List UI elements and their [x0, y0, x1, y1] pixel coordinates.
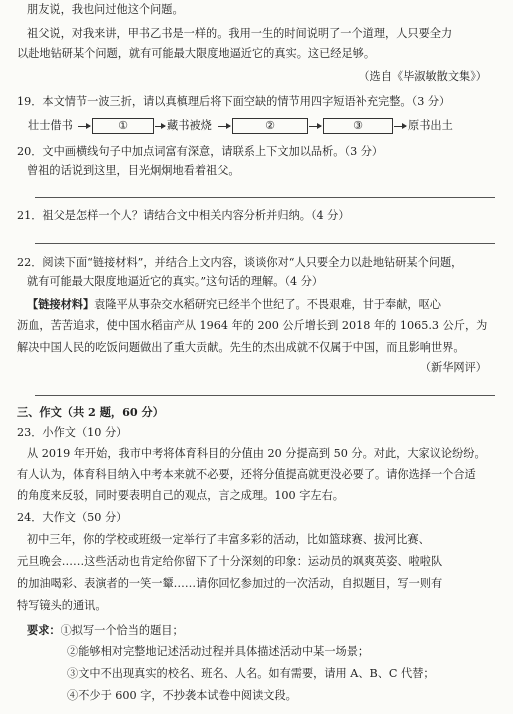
requirement-item: ③文中不出现真实的校名、班名、人名。如有需要，请用 A、B、C 代替； — [67, 667, 435, 680]
question-23-text: 有人认为，体育科目纳入中考本来就不必要，还将分值提高就更没必要了。请你选择一个合适 — [17, 468, 476, 481]
question-23-text: 从 2019 年开始，我市中考将体育科目的分值由 20 分提高到 50 分。对此，大家议论纷纷。 — [27, 447, 486, 460]
answer-line[interactable] — [35, 243, 495, 244]
arrow-icon — [309, 126, 321, 127]
question-24-text: 特写镜头的通讯。 — [17, 599, 107, 612]
question-24-text: 元旦晚会……这些活动也肯定给你留下了十分深刻的印象：运动员的飒爽英姿、啦啦队 — [17, 555, 443, 568]
question-19: 19．本文情节一波三折，请以真槙理后将下面空缺的情节用四字短语补充完整。（3 分） — [17, 95, 451, 108]
link-material-text: 沥血，苦苦追求，使中国水稻亩产从 1964 年的 200 公斤增长到 2018 年的 1065.3 公斤，为 — [17, 319, 488, 332]
link-material-label: 【链接材料】 — [27, 297, 95, 311]
question-21: 21．祖父是怎样一个人？请结合文中相关内容分析并归纳。（4 分） — [17, 209, 350, 222]
question-23-text: 的角度来反驳，同时要表明自己的观点，言之成理。100 字左右。 — [17, 489, 344, 502]
link-material-text: 袁隆平从事杂交水稻研究已经半个世纪了。不畏艰难，甘于奉献，呕心 — [94, 298, 441, 311]
requirements-label: 要求： — [27, 623, 61, 637]
requirement-item: ①拟写一个恰当的题目； — [60, 624, 184, 637]
source-citation: （选自《毕淑敏散文集》） — [358, 70, 487, 83]
arrow-icon — [394, 126, 406, 127]
arrow-icon — [155, 126, 165, 127]
chain-end: 原书出土 — [408, 119, 453, 132]
blank-box-2[interactable]: ② — [232, 118, 308, 134]
question-22: 22．阅读下面“链接材料”，并结合上文内容，谈谈你对“人只要全力以赴地钻研某个问题， — [17, 256, 463, 269]
link-material-line — [27, 296, 513, 313]
link-material-text: 解决中国人民的吃饭问题做出了重大贡献。先生的杰出成就不仅属于中国，而且影响世界。 — [17, 341, 465, 354]
question-23: 23．小作文（10 分） — [17, 426, 128, 439]
question-24-text: 的加油喝彩、表演者的一笑一颦……请你回忆参加过的一次活动，自拟题目，写一则有 — [17, 577, 443, 590]
question-22-cont: 就有可能最大限度地逼近它的真实。”这句话的理解。（4 分） — [27, 275, 324, 288]
answer-line[interactable] — [35, 395, 495, 396]
arrow-icon — [218, 126, 230, 127]
blank-box-1[interactable]: ① — [92, 118, 154, 134]
arrow-icon — [78, 126, 90, 127]
question-20: 20．文中画横线句子中加点词富有深意，请联系上下文加以品析。（3 分） — [17, 145, 384, 158]
chain-mid: 藏书被烧 — [167, 119, 212, 132]
text-line: 祖父说，对我来讲，甲书乙书是一样的。我用一生的时间说明了一个道理，人只要全力 — [27, 27, 453, 40]
requirement-item: ④不少于 600 字，不抄袭本试卷中阅读文段。 — [67, 689, 297, 702]
section-heading: 三、作文（共 2 题，60 分） — [17, 405, 164, 419]
text-line: 朋友说，我也问过他这个问题。 — [27, 3, 184, 16]
blank-box-3[interactable]: ③ — [323, 118, 393, 134]
question-24-text: 初中三年，你的学校或班级一定举行了丰富多彩的活动，比如篮球赛、拔河比赛、 — [27, 533, 430, 546]
question-24: 24．大作文（50 分） — [17, 511, 128, 524]
requirement-item: ②能够相对完整地记述活动过程并具体描述活动中某一场景； — [67, 645, 370, 658]
requirements-line — [27, 622, 513, 639]
text-line: 以赴地钻研某个问题，就有可能最大限度地逼近它的真实。这已经足够。 — [17, 47, 376, 60]
answer-line[interactable] — [35, 197, 495, 198]
source-citation: （新华网评） — [419, 361, 487, 374]
quoted-sentence: 曾祖的话说到这里，目光炯炯地看着祖父。 — [27, 164, 240, 177]
chain-start: 壮士借书 — [28, 119, 73, 132]
